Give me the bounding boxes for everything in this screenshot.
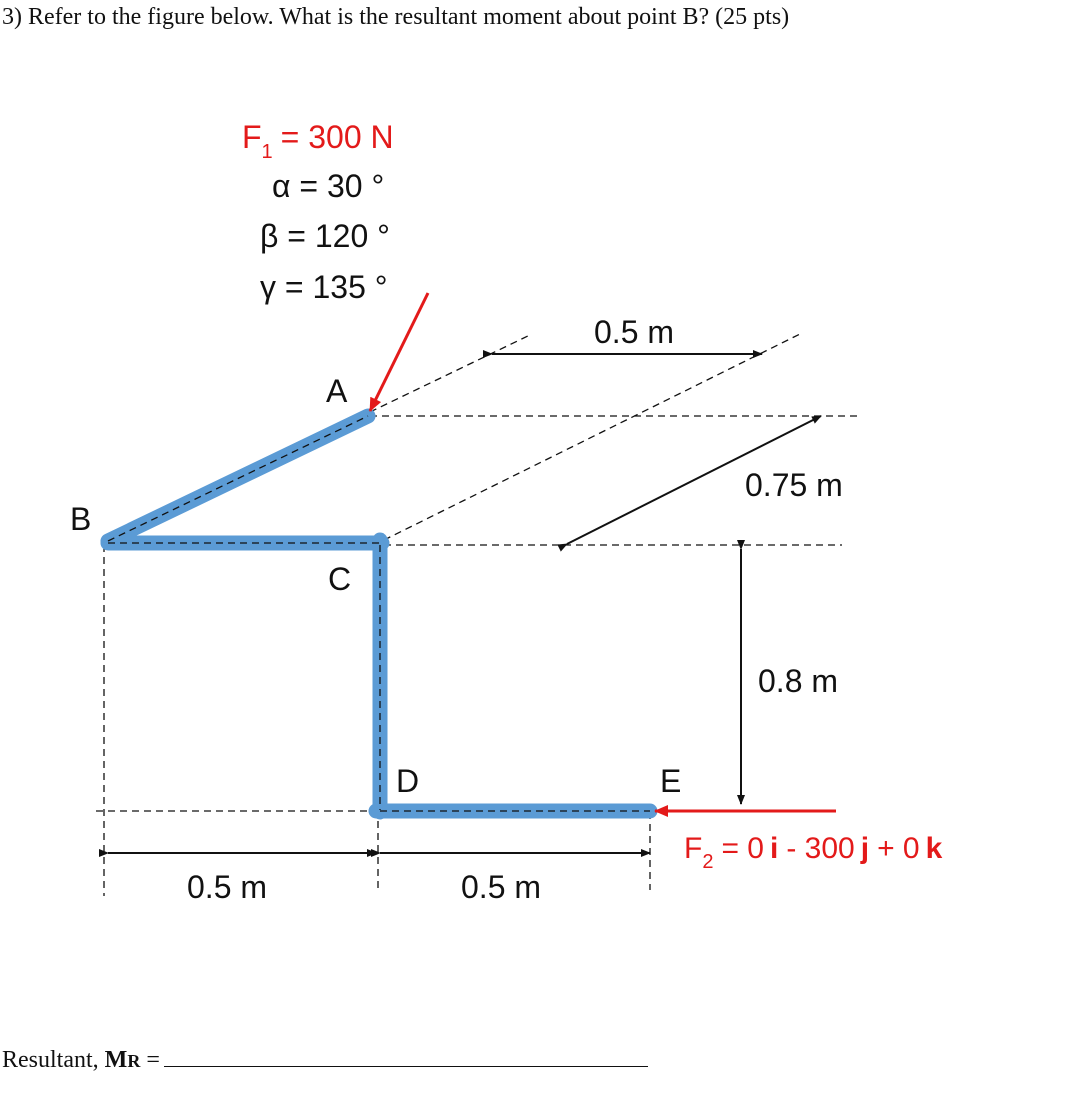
force2-label: $F_2 = 0$ i - 300 j + 0 k (684, 832, 943, 873)
point-label-E: E (660, 763, 682, 799)
force1-arrow (370, 293, 428, 411)
answer-blank-field[interactable] (164, 1046, 648, 1067)
answer-line (2, 1046, 648, 1074)
answer-symbol: M (104, 1047, 128, 1073)
dimension-arrows (108, 354, 821, 853)
force1-beta: β = 120 ° (260, 218, 390, 254)
answer-equals: = (140, 1047, 160, 1073)
dim-bottom-right-label: 0.5 m (461, 869, 542, 905)
dim-height-label: 0.8 m (758, 663, 839, 699)
point-label-C: C (328, 561, 352, 597)
question-number: 3) (2, 4, 22, 30)
point-label-A: A (326, 373, 348, 409)
force1-alpha: α = 30 ° (272, 168, 385, 204)
point-label-B: B (70, 501, 92, 537)
point-label-D: D (396, 763, 420, 799)
answer-symbol-sub: R (127, 1051, 141, 1071)
force1-gamma: γ = 135 ° (260, 269, 388, 305)
question-body: Refer to the figure below. What is the resultant moment about point B? (25 pts) (28, 4, 790, 30)
answer-label: Resultant, (2, 1047, 105, 1073)
dim-bottom-left-label: 0.5 m (187, 869, 268, 905)
dim-top-width-label: 0.5 m (594, 314, 675, 350)
force1-label: $F_1 = 300$ N (242, 119, 394, 163)
structure (108, 416, 650, 812)
dim-depth-label: 0.75 m (745, 467, 843, 503)
